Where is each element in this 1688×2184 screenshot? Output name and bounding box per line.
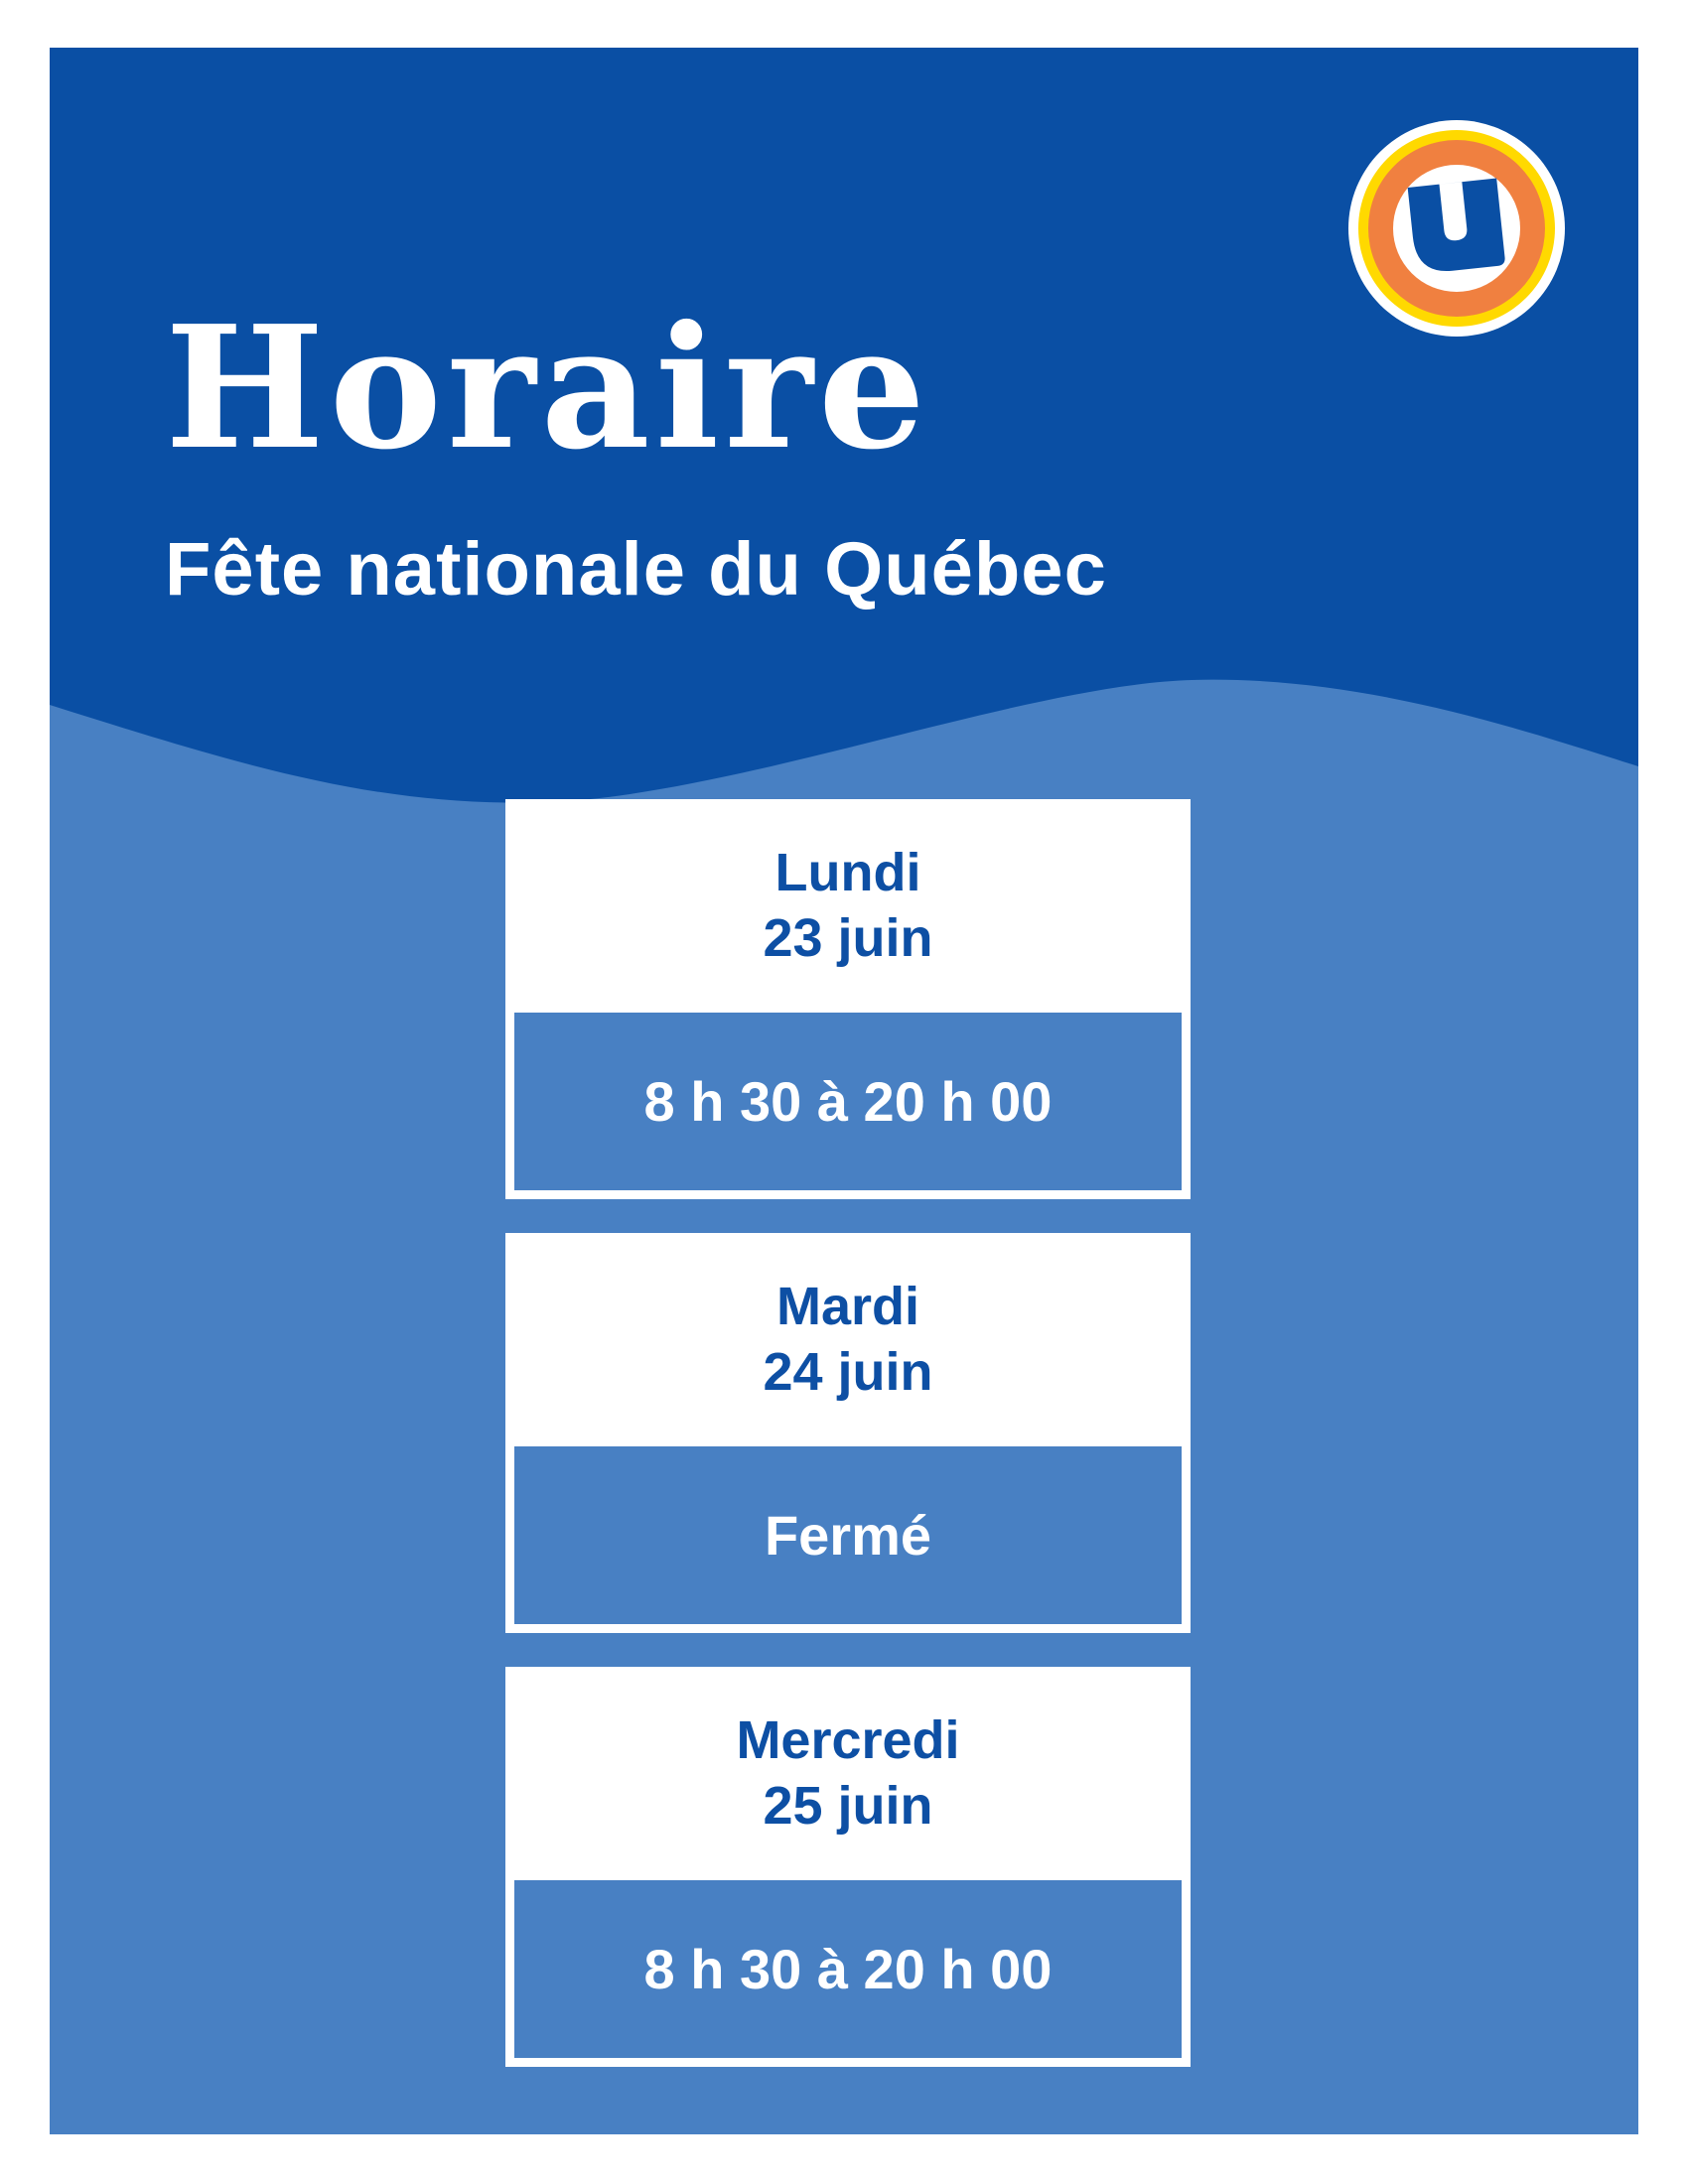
- hours-value: Fermé: [514, 1446, 1182, 1624]
- schedule-card-monday: [505, 799, 1191, 1199]
- day-header: [505, 1667, 1191, 1880]
- page-subtitle: Fête nationale du Québec: [165, 527, 1107, 612]
- schedule-card-tuesday: [505, 1233, 1191, 1633]
- page-title: Horaire: [165, 289, 931, 487]
- poster: [50, 48, 1638, 2134]
- schedule-card-list: [505, 799, 1191, 2067]
- day-label: Mercredi: [736, 1709, 960, 1770]
- date-label: 24 juin: [763, 1341, 933, 1402]
- date-label: 25 juin: [763, 1775, 933, 1836]
- hours-value: 8 h 30 à 20 h 00: [514, 1013, 1182, 1190]
- hours-value: 8 h 30 à 20 h 00: [514, 1880, 1182, 2058]
- day-label: Mardi: [775, 1276, 920, 1336]
- day-header: [505, 799, 1191, 1013]
- schedule-card-wednesday: [505, 1667, 1191, 2067]
- day-header: [505, 1233, 1191, 1446]
- u-circle-logo-icon: [1348, 120, 1565, 337]
- day-label: Lundi: [774, 842, 921, 902]
- brand-logo: [1348, 120, 1565, 337]
- date-label: 23 juin: [763, 907, 933, 968]
